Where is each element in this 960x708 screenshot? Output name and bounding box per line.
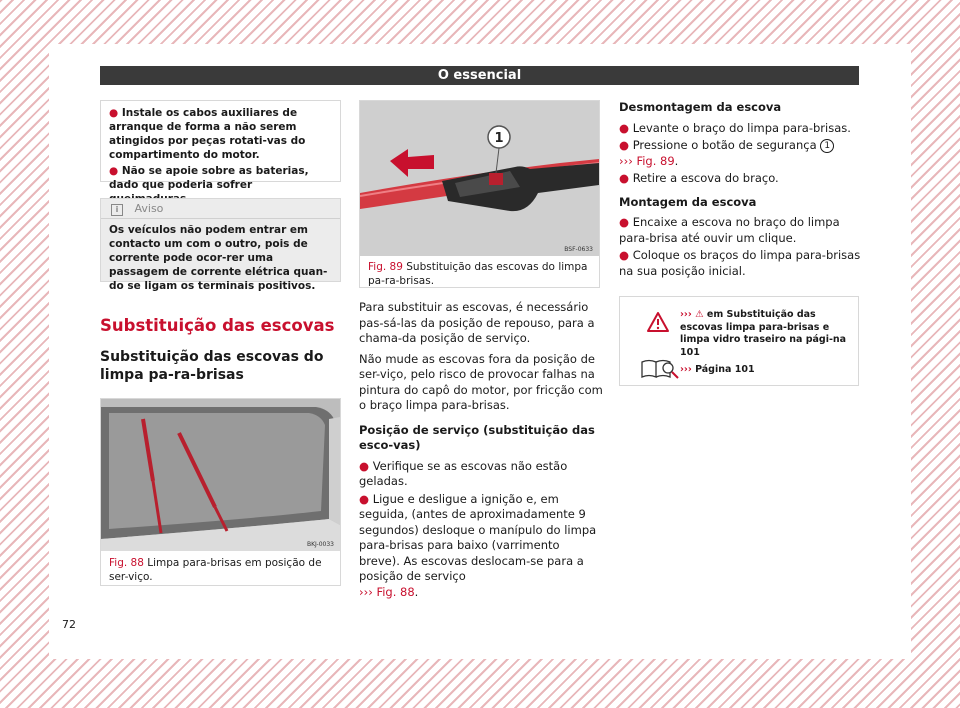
- paragraph: Não mude as escovas fora da posição de ser-viço, pelo risco de provocar falhas na pintura do capô do motor, por fricção com o braço limpa para-brisas.: [359, 351, 603, 412]
- info-icon: i: [111, 204, 123, 216]
- figure-89: [359, 100, 600, 288]
- fig88-link[interactable]: Fig. 88: [376, 584, 415, 599]
- warning-box: [100, 100, 341, 191]
- subheading: Desmontagem da escova: [619, 100, 782, 114]
- list-item: ● Retire a escova do braço.: [619, 171, 779, 185]
- fig88-code: BKJ-0033: [306, 541, 334, 548]
- section-title: Substituição das escovas: [100, 316, 335, 335]
- right-text: [619, 100, 861, 279]
- header-title: O essencial: [437, 68, 522, 83]
- fig89-caption: Fig. 89 Substituição das escovas do limpa pa-ra-brisas.: [368, 261, 588, 287]
- list-item: ● Encaixe a escova no braço do limpa para-brisa até ouvir um clique.: [619, 215, 840, 245]
- marker-1: 1: [820, 139, 834, 153]
- warning-item: ● Não se apoie sobre as baterias, dado que poderia sofrer: [109, 165, 309, 191]
- warning-item: ● Instale os cabos auxiliares de arranque de forma a não serem atingidos por peças rotati-vas do compartimento do motor.: [109, 107, 306, 161]
- wiper-blade-illustration: [360, 101, 599, 256]
- paragraph: Para substituir as escovas, é necessário pas-sá-las da posição de repouso, para a chama-da posição de serviço.: [359, 300, 595, 345]
- inline-warning-icon: ⚠: [695, 309, 704, 320]
- warning-reference: ››› ⚠ em Substituição das escovas limpa para-brisas e limpa vidro traseiro na pági-na 101: [680, 309, 847, 358]
- note-header: [101, 199, 340, 219]
- note-box: [100, 198, 341, 292]
- figure-88: [100, 398, 341, 586]
- page-number: 72: [62, 618, 76, 631]
- warning-triangle-icon: [646, 311, 670, 333]
- section-subtitle: Substituição das escovas do limpa pa-ra-brisas: [100, 349, 324, 383]
- manual-search-icon: [640, 357, 680, 381]
- list-item: ● Coloque os braços do limpa para-brisas na sua posição inicial.: [619, 248, 861, 278]
- list-item: ● Pressione o botão de segurança 1 ››› Fig. 89.: [619, 138, 861, 169]
- page-reference: ››› Página 101: [680, 364, 755, 375]
- warning-page-link[interactable]: em Substituição das escovas limpa para-brisas e limpa vidro traseiro na pági-na 101: [680, 309, 847, 358]
- fig88-caption: Fig. 88 Limpa para-brisas em posição de ser-viço.: [109, 557, 322, 583]
- fig89-link[interactable]: Fig. 89: [636, 153, 675, 168]
- note-title: Aviso: [134, 202, 164, 215]
- list-item: ● Verifique se as escovas não estão geladas.: [359, 458, 568, 488]
- middle-text: [359, 300, 604, 600]
- reference-box: [619, 296, 859, 386]
- fig89-code: BSF-0633: [564, 246, 593, 253]
- list-item: ● Levante o braço do limpa para-brisas.: [619, 120, 851, 135]
- page-header: [100, 66, 859, 85]
- windshield-illustration: [101, 399, 340, 551]
- subheading: Montagem da escova: [619, 194, 757, 209]
- list-item: ● Ligue e desligue a ignição e, em seguida, (antes de aproximadamente 9 segundos) desloque o manípulo do limpa para-brisas para baixo (varrimento breve). As escovas deslocam-se para a posição de serviço ››› Fig. 88.: [359, 491, 597, 599]
- fig89-marker: 1: [494, 131, 504, 146]
- page-101-link[interactable]: Página 101: [695, 364, 755, 375]
- note-text: Os veículos não podem entrar em contacto um com o outro, pois de corrente pode ocor-rer uma passagem de corrente elétrica quan-do se ligam os terminais positivos.: [109, 224, 328, 292]
- subheading: Posição de serviço (substituição das esco-vas): [359, 422, 595, 452]
